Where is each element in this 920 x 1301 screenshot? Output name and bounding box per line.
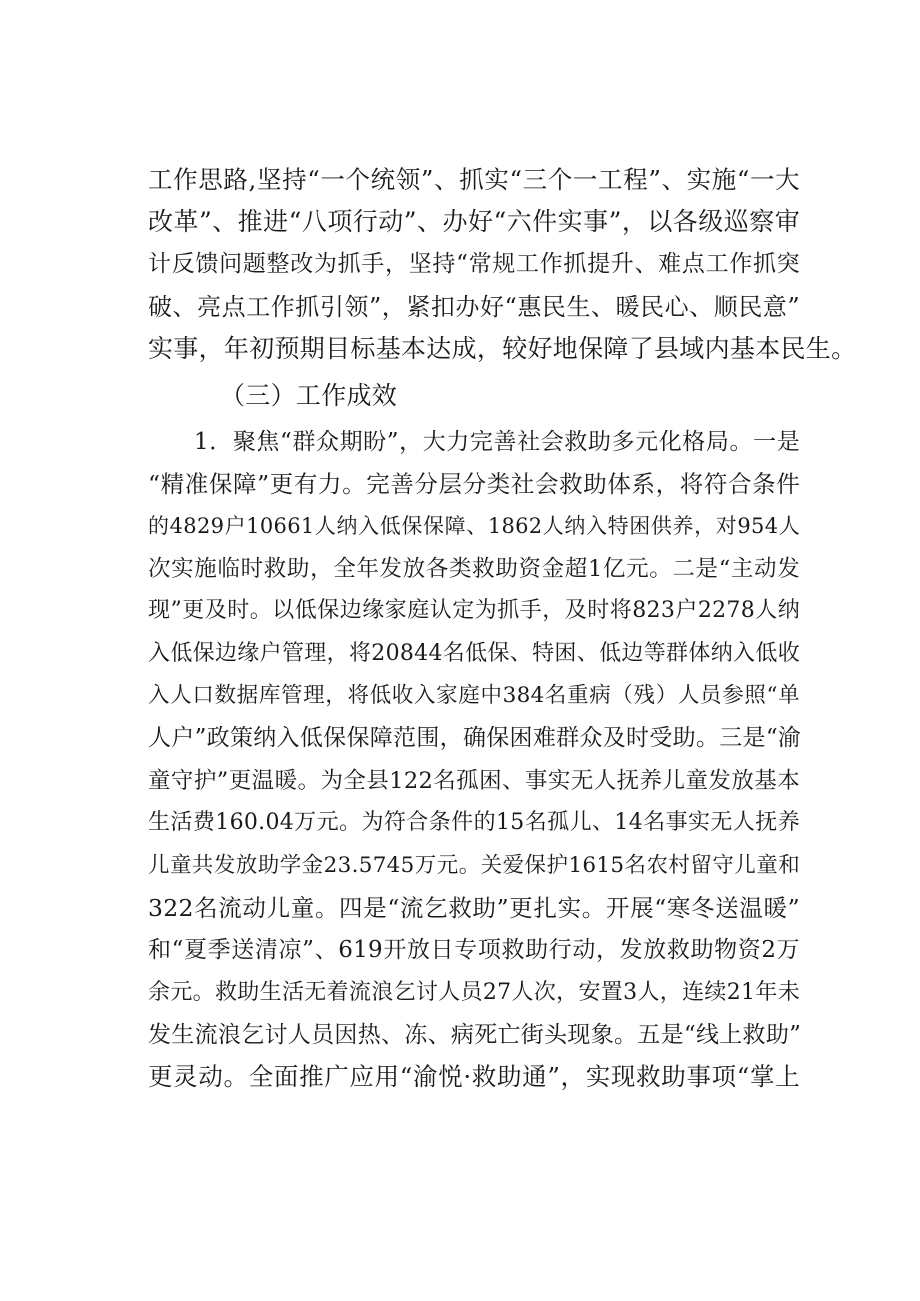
text-line: 改革”、推进“八项行动”、办好“六件实事”，以各级巡察审 <box>148 207 800 236</box>
text-line: 实事，年初预期目标基本达成，较好地保障了县域内基本民生。 <box>148 334 857 363</box>
text-line: 破、亮点工作抓引领”，紧扣办好“惠民生、暖民心、顺民意” <box>148 293 800 321</box>
text-line: 入人口数据库管理，将低收入家庭中384名重病（残）人员参照“单 <box>148 683 800 708</box>
text-line: 1．聚焦“群众期盼”，大力完善社会救助多元化格局。一是 <box>194 429 800 455</box>
text-line: 余元。救助生活无着流浪乞讨人员27人次，安置3人，连续21年未 <box>148 980 800 1005</box>
text-line: 儿童共发放助学金23.5745万元。关爱保护1615名农村留守儿童和 <box>148 853 800 878</box>
text-line: 入低保边缘户管理，将20844名低保、特困、低边等群体纳入低收 <box>148 641 800 666</box>
text-line: 现”更及时。以低保边缘家庭认定为抓手，及时将823户2278人纳 <box>148 598 800 623</box>
text-line: 322名流动儿童。四是“流乞救助”更扎实。开展“寒冬送温暖” <box>148 894 800 922</box>
section-heading: （三）工作成效 <box>220 381 398 410</box>
text-line: 发生流浪乞讨人员因热、冻、病死亡街头现象。五是“线上救助” <box>148 1022 802 1048</box>
text-line: 工作思路,坚持“一个统领”、抓实“三个一工程”、实施“一大 <box>148 165 800 194</box>
text-line: “精准保障”更有力。完善分层分类社会救助体系，将符合条件 <box>148 470 800 498</box>
text-line: 人户”政策纳入低保保障范围，确保困难群众及时受助。三是“渝 <box>148 725 802 751</box>
text-line: 的4829户10661人纳入低保保障、1862人纳入特困供养，对954人 <box>148 514 800 538</box>
text-line: 更灵动。全面推广应用“渝悦·救助通”，实现救助事项“掌上 <box>148 1062 800 1091</box>
text-line: 次实施临时救助，全年发放各类救助资金超1亿元。二是“主动发 <box>148 556 800 582</box>
text-line: 和“夏季送清凉”、619开放日专项救助行动，发放救助物资2万 <box>148 937 800 963</box>
text-line: 计反馈问题整改为抓手，坚持“常规工作抓提升、难点工作抓突 <box>148 251 800 277</box>
text-line: 生活费160.04万元。为符合条件的15名孤儿、14名事实无人抚养 <box>148 810 800 835</box>
text-line: 童守护”更温暖。为全县122名孤困、事实无人抚养儿童发放基本 <box>148 768 800 794</box>
